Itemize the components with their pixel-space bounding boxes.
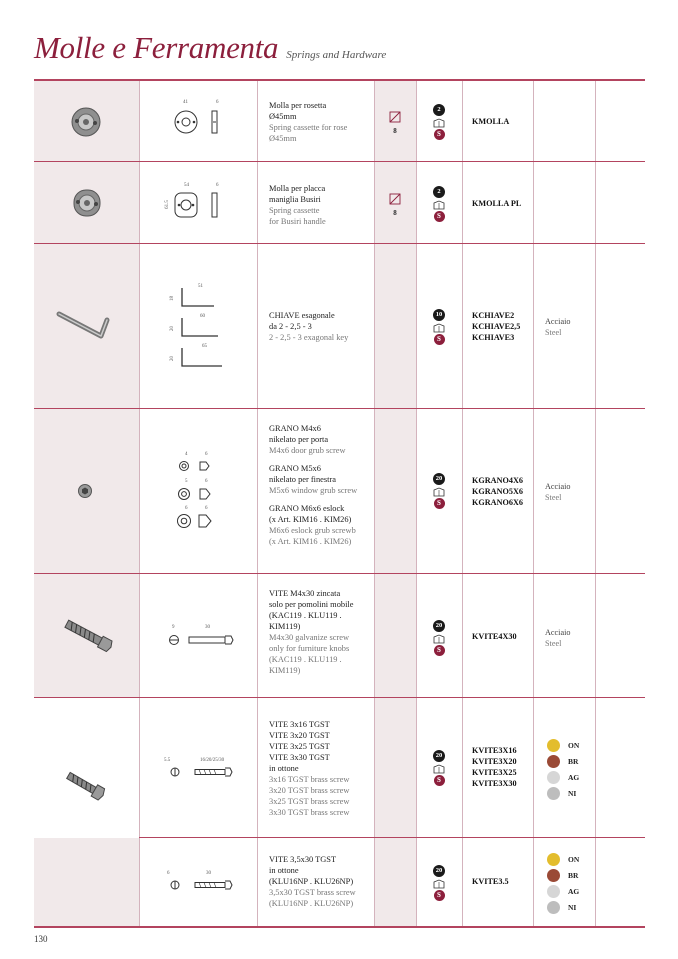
- material-it: Acciaio: [545, 628, 571, 637]
- dimension-label: 20: [170, 356, 175, 361]
- page-title: [34, 30, 386, 66]
- finish-swatch: [547, 771, 560, 784]
- box-count-badge: 10: [433, 309, 445, 321]
- product-code-list: [472, 475, 523, 508]
- finish-option: ON: [547, 851, 579, 867]
- pack-quantity: 8: [389, 110, 401, 135]
- finish-option: NI: [547, 785, 579, 801]
- spring-cassette-busiri-drawing: [168, 186, 228, 226]
- finish-swatch: [547, 901, 560, 914]
- box-quantity: [421, 309, 457, 345]
- dimension-label: 65: [202, 344, 207, 349]
- box-count-badge: 20: [433, 620, 445, 632]
- dimension-label: 6: [167, 871, 170, 876]
- box-quantity: [421, 620, 457, 656]
- description-it: Molla per placca maniglia Busiri: [269, 184, 326, 204]
- product-code: KVITE3.5: [472, 877, 509, 886]
- dimension-label: 6: [205, 452, 208, 457]
- brass-screw-drawing: [167, 765, 237, 779]
- finish-list: [547, 851, 579, 915]
- row-divider: [139, 837, 645, 838]
- description-en: Spring cassette for Busiri handle: [269, 206, 326, 226]
- product-code: KCHIAVE3: [472, 333, 515, 342]
- box-count-badge: 20: [433, 473, 445, 485]
- package-icon: [389, 193, 401, 205]
- row-divider: [34, 408, 645, 409]
- box-quantity: [421, 186, 457, 222]
- dimension-label: 61.5: [164, 200, 170, 209]
- s-badge: S: [434, 498, 445, 509]
- row-divider: [34, 573, 645, 574]
- s-badge: S: [434, 890, 445, 901]
- box-icon: [432, 633, 446, 644]
- description-cell: [269, 310, 372, 343]
- row-divider: [34, 697, 645, 698]
- description-cell: [269, 423, 372, 547]
- box-quantity: [421, 104, 457, 140]
- dimension-label: 4: [185, 452, 188, 457]
- description-it: GRANO M4x6 nikelato per porta: [269, 424, 329, 444]
- hex-key-photo: [55, 306, 117, 342]
- column-divider: [462, 80, 463, 927]
- finish-swatch: [547, 755, 560, 768]
- product-code-list: [472, 745, 517, 789]
- dimension-label: 6: [185, 506, 188, 511]
- column-divider: [257, 80, 258, 927]
- description-it: VITE 3x16 TGST VITE 3x20 TGST VITE 3x25 TGST VITE 3x30 TGST in ottone: [269, 720, 330, 773]
- material-en: Steel: [545, 493, 562, 502]
- description-cell: [269, 854, 372, 909]
- description-en: M6x6 eslock grub screwb (x Art. KIM16 . KIM26): [269, 526, 356, 546]
- description-it: VITE 3,5x30 TGST in ottone (KLU16NP . KLU26NP): [269, 855, 354, 886]
- dimension-label: 5.5: [164, 758, 171, 763]
- product-code: KVITE3X25: [472, 768, 517, 777]
- description-en: 3x16 TGST brass screw 3x20 TGST brass screw 3x25 TGST brass screw 3x30 TGST brass screw: [269, 775, 350, 817]
- finish-option: ON: [547, 737, 579, 753]
- product-code: KVITE3X30: [472, 779, 517, 788]
- table-bottom-line: [34, 926, 645, 928]
- dimension-label: 20: [170, 326, 175, 331]
- description-it: Molla per rosetta Ø45mm: [269, 101, 327, 121]
- product-code: KCHIAVE2,5: [472, 322, 521, 331]
- box-icon: [432, 878, 446, 889]
- shade-photo-column: [34, 80, 139, 697]
- dimension-label: 6: [216, 183, 219, 188]
- description-en: Spring cassette for rose Ø45mm: [269, 123, 348, 143]
- material-it: Acciaio: [545, 482, 571, 491]
- s-badge: S: [434, 334, 445, 345]
- description-cell: [269, 719, 372, 818]
- package-icon: [389, 111, 401, 123]
- hex-key-drawing: [172, 284, 232, 372]
- finish-list: [547, 737, 579, 801]
- box-count-badge: 2: [433, 186, 445, 198]
- box-count-badge: 2: [433, 104, 445, 116]
- s-badge: S: [434, 645, 445, 656]
- finish-option: BR: [547, 867, 579, 883]
- description-cell: [269, 183, 372, 227]
- box-icon: [432, 763, 446, 774]
- product-code: KMOLLA PL: [472, 199, 522, 208]
- brass-screw-photo: [62, 767, 110, 803]
- page-number: 130: [34, 934, 48, 944]
- product-code-list: [472, 310, 520, 343]
- box-count-badge: 20: [433, 865, 445, 877]
- dimension-label: 5: [185, 479, 188, 484]
- material-en: Steel: [545, 639, 562, 648]
- description-cell: [269, 588, 372, 676]
- finish-swatch: [547, 885, 560, 898]
- finish-option: AG: [547, 883, 579, 899]
- dimension-label: 9: [172, 625, 175, 630]
- column-divider: [374, 80, 375, 927]
- dimension-label: 30: [206, 871, 211, 876]
- column-divider: [416, 80, 417, 927]
- box-quantity: [421, 473, 457, 509]
- finish-swatch: [547, 869, 560, 882]
- box-quantity: [421, 865, 457, 901]
- s-badge: S: [434, 129, 445, 140]
- row-divider: [34, 243, 645, 244]
- box-icon: [432, 322, 446, 333]
- box-icon: [432, 486, 446, 497]
- spring-cassette-busiri-photo: [69, 185, 105, 221]
- dimension-label: 54: [184, 183, 189, 188]
- material-en: Steel: [545, 328, 562, 337]
- finish-swatch: [547, 787, 560, 800]
- box-icon: [432, 117, 446, 128]
- row-divider: [34, 161, 645, 162]
- column-divider: [139, 80, 140, 927]
- material-cell: [545, 481, 570, 503]
- spring-cassette-rose-drawing: [168, 102, 228, 142]
- finish-swatch: [547, 739, 560, 752]
- material-cell: [545, 627, 570, 649]
- dimension-label: 30: [205, 625, 210, 630]
- description-it: VITE M4x30 zincata solo per pomolini mobile (KAC119 . KLU119 . KIM119): [269, 589, 354, 631]
- description-it: GRANO M6x6 eslock (x Art. KIM16 . KIM26): [269, 504, 352, 524]
- grub-screw-photo: [77, 483, 93, 499]
- description-it: GRANO M5x6 nikelato per finestra: [269, 464, 336, 484]
- product-code: KVITE3X16: [472, 746, 517, 755]
- dimension-label: 41: [183, 100, 188, 105]
- grub-screw-drawing: [176, 458, 216, 532]
- spring-cassette-rose-photo: [68, 104, 104, 140]
- finish-option: BR: [547, 753, 579, 769]
- product-code: KGRANO5X6: [472, 487, 523, 496]
- column-divider: [595, 80, 596, 927]
- dimension-label: 6: [205, 506, 208, 511]
- s-badge: S: [434, 211, 445, 222]
- dimension-label: 60: [200, 314, 205, 319]
- material-cell: [545, 316, 570, 338]
- dimension-label: 51: [198, 284, 203, 289]
- dimension-label: 18: [170, 296, 175, 301]
- product-code: KCHIAVE2: [472, 311, 515, 320]
- pack-quantity: 8: [389, 192, 401, 217]
- box-quantity: [421, 750, 457, 786]
- finish-swatch: [547, 853, 560, 866]
- description-cell: [269, 100, 372, 144]
- material-it: Acciaio: [545, 317, 571, 326]
- description-en: 3,5x30 TGST brass screw (KLU16NP . KLU26NP): [269, 888, 356, 908]
- table-top-line: [34, 79, 645, 81]
- product-code: KVITE4X30: [472, 632, 517, 641]
- description-en: 2 - 2,5 - 3 exagonal key: [269, 333, 349, 342]
- description-en: M4x30 galvanize screw only for furniture knobs (KAC119 . KLU119 . KIM119): [269, 633, 350, 675]
- column-divider: [533, 80, 534, 927]
- title-subtitle: Springs and Hardware: [286, 49, 387, 61]
- brass-screw-3-5-drawing: [167, 878, 237, 892]
- s-badge: S: [434, 775, 445, 786]
- box-icon: [432, 199, 446, 210]
- product-code: KMOLLA: [472, 117, 510, 126]
- description-it: CHIAVE esagonale da 2 - 2,5 - 3: [269, 311, 335, 331]
- finish-option: AG: [547, 769, 579, 785]
- box-count-badge: 20: [433, 750, 445, 762]
- shade-photo-column-last: [34, 838, 139, 927]
- product-code: KVITE3X20: [472, 757, 517, 766]
- product-code: KGRANO6X6: [472, 498, 523, 507]
- title-main: Molle e Ferramenta: [34, 30, 279, 65]
- dimension-label: 16/20/25/30: [200, 758, 225, 763]
- furniture-screw-photo: [58, 616, 118, 654]
- description-en: M4x6 door grub screw: [269, 446, 346, 455]
- finish-option: NI: [547, 899, 579, 915]
- furniture-screw-drawing: [167, 632, 237, 648]
- product-code: KGRANO4X6: [472, 476, 523, 485]
- dimension-label: 6: [205, 479, 208, 484]
- dimension-label: 6: [216, 100, 219, 105]
- description-en: M5x6 window grub screw: [269, 486, 358, 495]
